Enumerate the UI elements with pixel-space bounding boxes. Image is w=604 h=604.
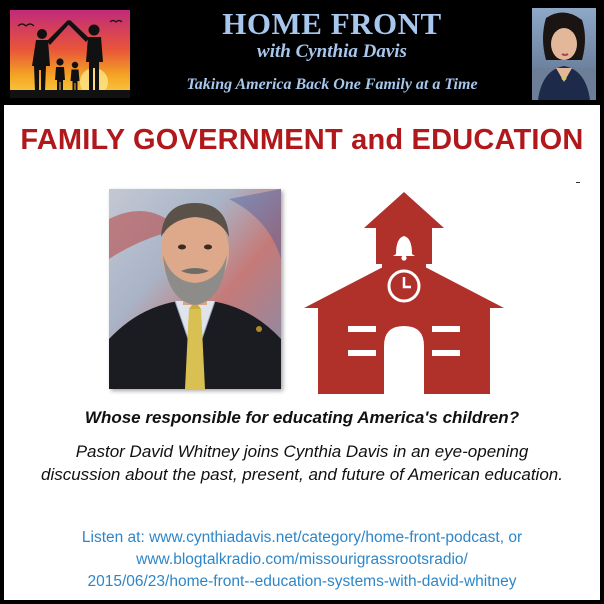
listen-line: Listen at: www.cynthiadavis.net/category/home-front-podcast, or: [81, 529, 523, 546]
listen-line: www.blogtalkradio.com/missourigrassrootsradio/: [136, 551, 468, 568]
schoolhouse-icon: [304, 190, 504, 394]
listen-info: [14, 527, 590, 593]
show-tagline: Taking America Back One Family at a Time: [186, 76, 478, 93]
page-headline: FAMILY GOVERNMENT and EDUCATION: [20, 124, 584, 156]
david-whitney-photo: [109, 189, 281, 389]
promo-card: [4, 4, 600, 600]
description-line: discussion about the past, present, and future of American education.: [41, 465, 563, 484]
description-line: Pastor David Whitney joins Cynthia Davis in an eye-opening: [75, 442, 529, 461]
header-banner: [4, 4, 600, 105]
divider-mark: [576, 182, 580, 183]
listen-line: 2015/06/23/home-front--education-systems-with-david-whitney: [87, 573, 517, 590]
cynthia-davis-portrait: [532, 8, 596, 100]
show-title: HOME FRONT: [222, 6, 442, 41]
show-host: with Cynthia Davis: [257, 41, 407, 62]
family-silhouette-logo: [10, 10, 130, 98]
brand-block: [144, 6, 520, 94]
description: [24, 440, 580, 486]
question-text: Whose responsible for educating America's children?: [84, 408, 520, 427]
